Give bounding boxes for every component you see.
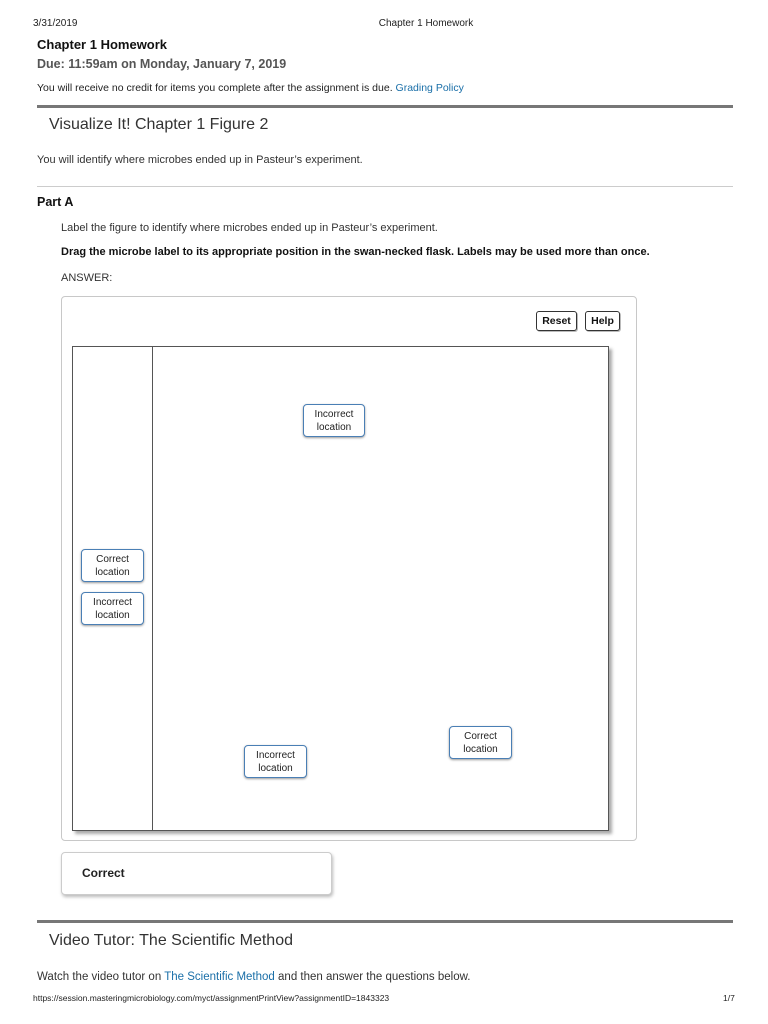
assignment-title: Chapter 1 Homework bbox=[37, 37, 168, 52]
item-title: Video Tutor: The Scientific Method bbox=[49, 932, 293, 949]
answer-label: ANSWER: bbox=[61, 272, 113, 284]
print-date: 3/31/2019 bbox=[33, 18, 78, 29]
grading-policy-link[interactable]: Grading Policy bbox=[395, 82, 464, 94]
print-title: Chapter 1 Homework bbox=[378, 18, 474, 29]
print-footer-url: https://session.masteringmicrobiology.com/myct/assignmentPrintView?assignmentID=1843323 bbox=[33, 993, 390, 1003]
video-tutor-link[interactable]: The Scientific Method bbox=[164, 971, 275, 983]
label-bank-incorrect-location[interactable] bbox=[81, 592, 144, 625]
label-bank-correct-location[interactable] bbox=[81, 549, 144, 582]
label-line: Incorrect bbox=[93, 596, 132, 608]
part-instruction-bold: Drag the microbe label to its appropriate position in the swan-necked flask. Labels may be used more than once. bbox=[61, 246, 650, 258]
placed-label-correct-right[interactable] bbox=[449, 726, 512, 759]
label-line: location bbox=[316, 421, 352, 433]
label-line: Correct bbox=[464, 730, 497, 742]
label-line: Correct bbox=[96, 553, 129, 565]
item-intro bbox=[37, 971, 470, 983]
part-instruction: Label the figure to identify where microbes ended up in Pasteur’s experiment. bbox=[61, 222, 438, 234]
label-line: Incorrect bbox=[256, 749, 295, 761]
label-bank-divider bbox=[152, 346, 153, 831]
section-divider bbox=[37, 105, 733, 108]
item-intro-text: and then answer the questions below. bbox=[278, 971, 471, 983]
label-line: location bbox=[463, 743, 498, 755]
placed-label-incorrect-bottom[interactable] bbox=[244, 745, 307, 778]
help-button[interactable]: Help bbox=[585, 311, 620, 331]
label-line: location bbox=[95, 566, 130, 578]
print-page-number: 1/7 bbox=[723, 993, 735, 1003]
late-credit-notice-text: You will receive no credit for items you complete after the assignment is due. bbox=[37, 82, 393, 94]
item-intro: You will identify where microbes ended up in Pasteur’s experiment. bbox=[37, 154, 363, 166]
label-line: location bbox=[95, 609, 130, 621]
assignment-due-date: Due: 11:59am on Monday, January 7, 2019 bbox=[37, 57, 287, 71]
item-intro-text: Watch the video tutor on bbox=[37, 971, 162, 983]
reset-button[interactable]: Reset bbox=[536, 311, 577, 331]
part-label: Part A bbox=[37, 195, 74, 209]
section-divider bbox=[37, 920, 733, 923]
label-line: Incorrect bbox=[314, 408, 354, 420]
part-divider bbox=[37, 186, 733, 187]
label-line: location bbox=[258, 762, 293, 774]
placed-label-incorrect-top[interactable] bbox=[303, 404, 365, 437]
item-title: Visualize It! Chapter 1 Figure 2 bbox=[49, 116, 269, 133]
feedback-text: Correct bbox=[82, 866, 125, 880]
late-credit-notice bbox=[37, 82, 464, 94]
